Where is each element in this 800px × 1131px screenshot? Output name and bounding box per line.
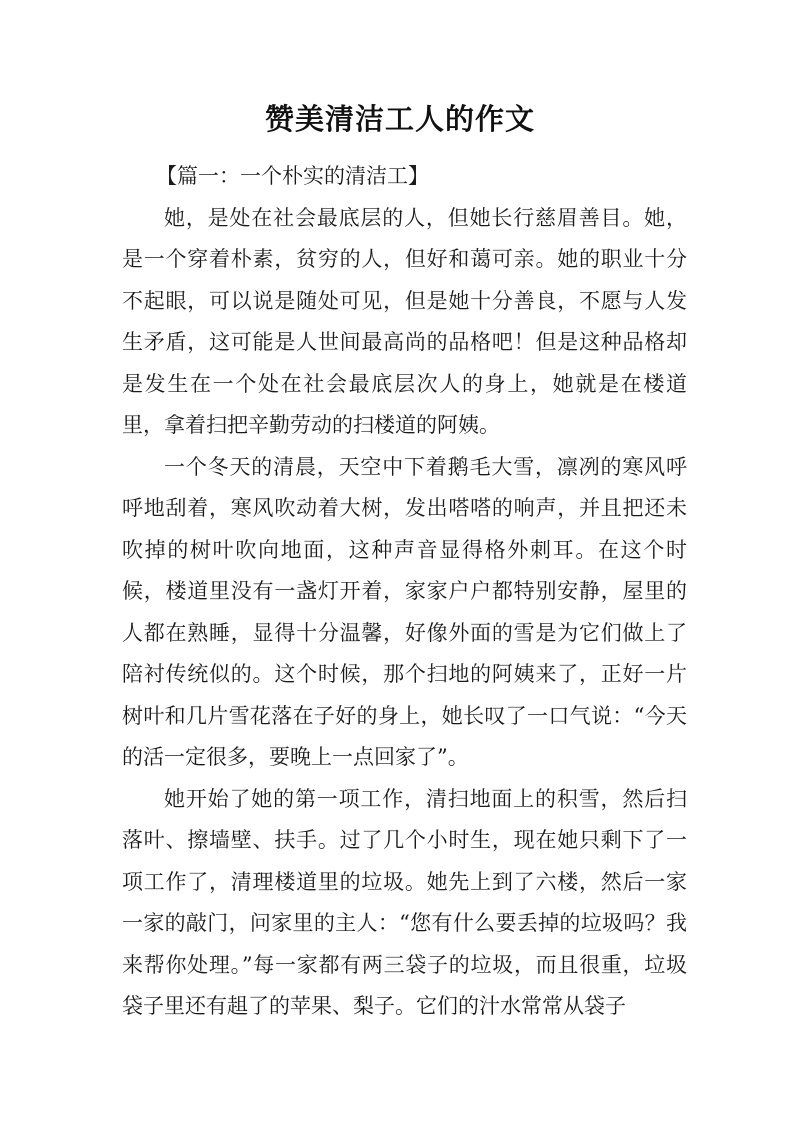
document-title: 赞美清洁工人的作文: [264, 102, 535, 136]
document-body: [122, 156, 687, 1028]
paragraph-3: 她开始了她的第一项工作，清扫地面上的积雪，然后扫落叶、擦墙壁、扶手。过了几个小时生，现在她只剩下了一项工作了，清理楼道里的垃圾。她先上到了六楼，然后一家一家的敲门，问家里的主人：“您有什么要丢掉的垃圾吗？我来帮你处理。”每一家都有两三袋子的垃圾，而且很重，垃圾袋子里还有趄了的苹果、梨子。它们的汁水常常从袋子: [122, 786, 687, 1018]
paragraph-2: 一个冬天的清晨，天空中下着鹅毛大雪，凛冽的寒风呼呼地刮着，寒风吹动着大树，发出嗒嗒的响声，并且把还未吹掉的树叶吹向地面，这种声音显得格外刺耳。在这个时候，楼道里没有一盏灯开着，家家户户都特别安静，屋里的人都在熟睡，显得十分温馨，好像外面的雪是为它们做上了陪衬传统似的。这个时候，那个扫地的阿姨来了，正好一片树叶和几片雪花落在子好的身上，她长叹了一口气说：“今天的活一定很多，要晚上一点回家了”。: [122, 454, 687, 769]
paragraph-1: 她，是处在社会最底层的人，但她长行慈眉善目。她，是一个穿着朴素，贫穷的人，但好和蔼可亲。她的职业十分不起眼，可以说是随处可见，但是她十分善良，不愿与人发生矛盾，这可能是人世间最高尚的品格吧！但是这种品格却是发生在一个处在社会最底层次人的身上，她就是在楼道里，拿着扫把辛勤劳动的扫楼道的阿姨。: [122, 205, 687, 437]
section-heading: 【篇一：一个朴实的清洁工】: [156, 164, 429, 188]
